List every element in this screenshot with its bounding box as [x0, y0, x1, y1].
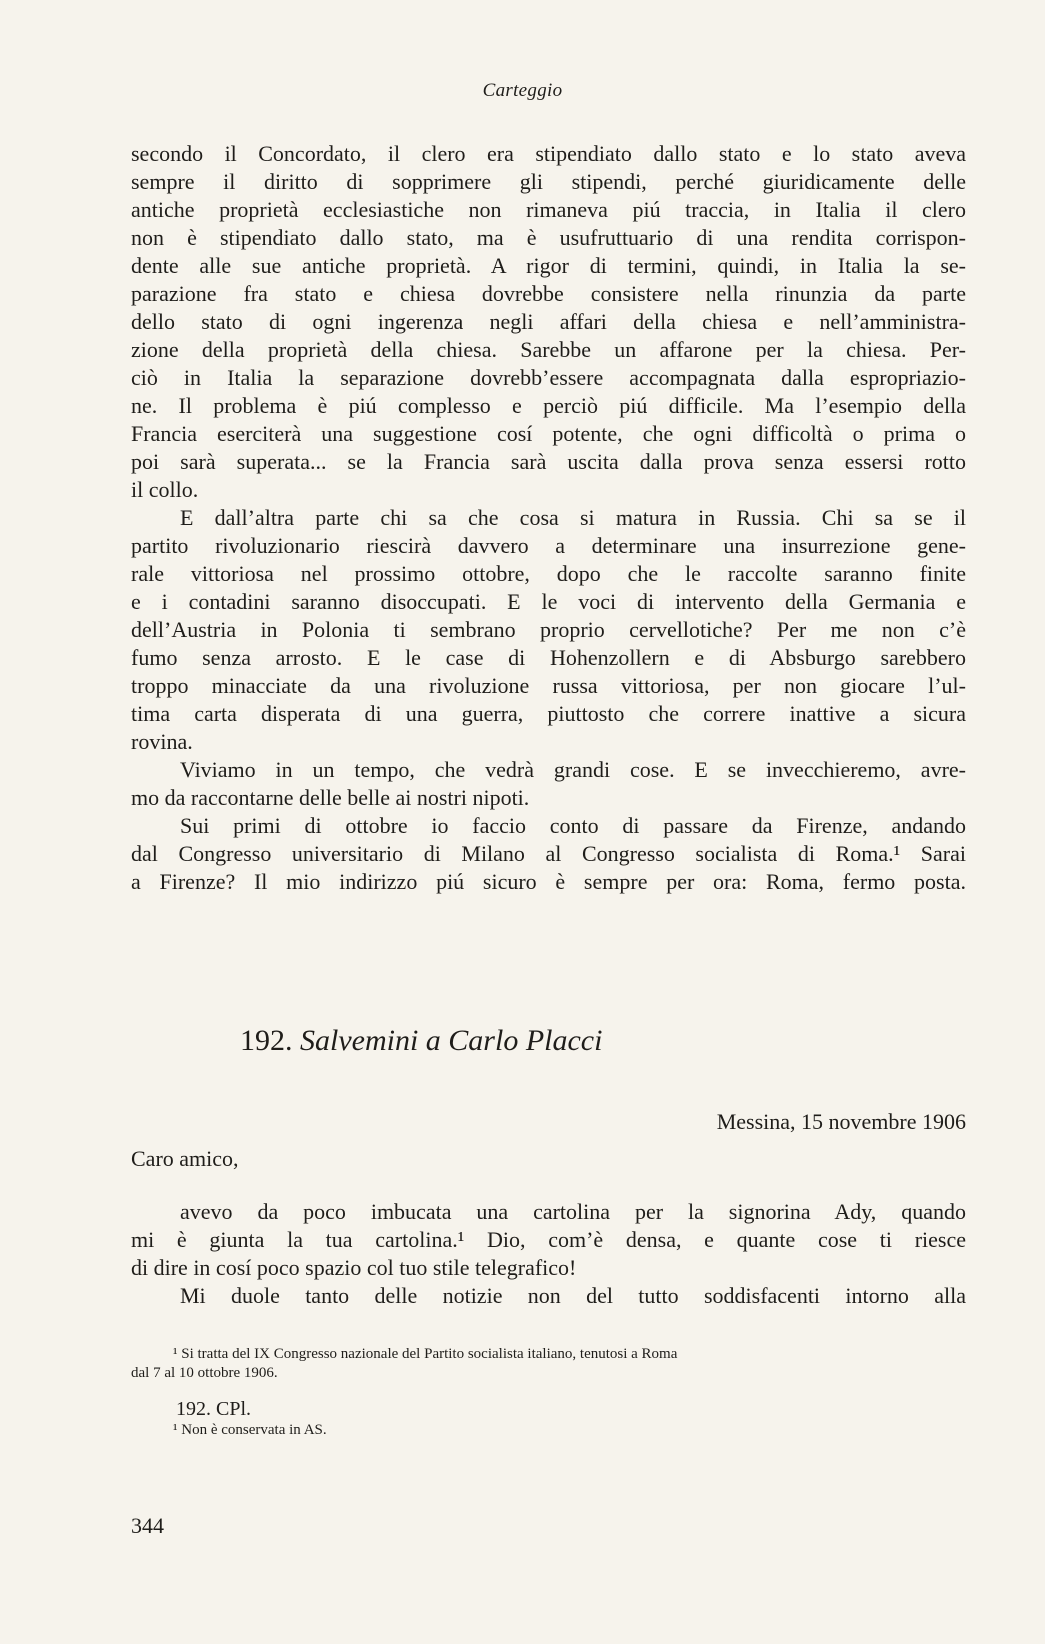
text-line: dal Congresso universitario di Milano al Congresso socialista di Roma.¹ Sarai: [131, 841, 966, 866]
paragraph: [131, 1198, 966, 1254]
text-line: Mi duole tanto delle notizie non del tutto soddisfacenti intorno alla: [180, 1283, 966, 1308]
text-line: tima carta disperata di una guerra, piuttosto che correre inattive a sicura: [131, 701, 966, 726]
text-line: mo da raccontarne delle belle ai nostri nipoti.: [131, 785, 530, 810]
text-line: poi sarà superata... se la Francia sarà uscita dalla prova senza essersi rotto: [131, 449, 966, 474]
text-line: fumo senza arrosto. E le case di Hohenzollern e di Absburgo sarebbero: [131, 645, 966, 670]
paragraph-end: [131, 728, 966, 756]
footnote-previous-letter: [131, 1345, 966, 1383]
text-line: zione della proprietà della chiesa. Sarebbe un affarone per la chiesa. Per-: [131, 337, 966, 362]
text-line: a Firenze? Il mio indirizzo piú sicuro è sempre per ora: Roma, fermo posta.: [131, 869, 966, 894]
text-line: parazione fra stato e chiesa dovrebbe consistere nella rinunzia da parte: [131, 281, 966, 306]
letter-source-reference: 192. CPl.: [176, 1398, 252, 1420]
text-line: non è stipendiato dallo stato, ma è usufruttuario di una rendita corrispon-: [131, 225, 966, 250]
text-line: dell’Austria in Polonia ti sembrano proprio cervellotiche? Per me non c’è: [131, 617, 966, 642]
text-line: Viviamo in un tempo, che vedrà grandi cose. E se invecchieremo, avre-: [180, 757, 966, 782]
paragraph: [131, 504, 966, 728]
text-line: troppo minacciate da una rivoluzione russa vittoriosa, per non giocare l’ul-: [131, 673, 966, 698]
text-line: Francia eserciterà una suggestione cosí potente, che ogni difficoltà o prima o: [131, 421, 966, 446]
letter-title: Salvemini a Carlo Placci: [300, 1024, 603, 1057]
letter-number: 192.: [240, 1024, 293, 1057]
paragraph-end: [131, 1254, 966, 1282]
text-line: E dall’altra parte chi sa che cosa si matura in Russia. Chi sa se il: [180, 505, 966, 530]
letter-body: [131, 1198, 966, 1310]
paragraph: [131, 1282, 966, 1310]
text-line: dello stato di ogni ingerenza negli affari della chiesa e nell’amministra-: [131, 309, 966, 334]
salutation: Caro amico,: [131, 1146, 239, 1171]
text-line: di dire in cosí poco spazio col tuo stile telegrafico!: [131, 1255, 577, 1280]
running-head: Carteggio: [482, 80, 563, 101]
text-line: mi è giunta la tua cartolina.¹ Dio, com’è densa, e quante cose ti riesce: [131, 1227, 966, 1252]
text-line: avevo da poco imbucata una cartolina per la signorina Ady, quando: [180, 1199, 966, 1224]
text-line: antiche proprietà ecclesiastiche non rimaneva piú traccia, in Italia il clero: [131, 197, 966, 222]
paragraph-end: [131, 476, 966, 504]
footnote-text: [131, 1345, 966, 1383]
paragraph: [131, 756, 966, 784]
text-line: ne. Il problema è piú complesso e perciò piú difficile. Ma l’esempio della: [131, 393, 966, 418]
text-line: il collo.: [131, 477, 199, 502]
text-line: rovina.: [131, 729, 193, 754]
text-line: secondo il Concordato, il clero era stipendiato dallo stato e lo stato aveva: [131, 141, 966, 166]
text-line: ciò in Italia la separazione dovrebb’essere accompagnata dalla espropriazio-: [131, 365, 966, 390]
continuation-text: [131, 140, 966, 896]
paragraph-end: [131, 784, 966, 812]
text-line: rale vittoriosa nel prossimo ottobre, dopo che le raccolte saranno finite: [131, 561, 966, 586]
footnote-current-letter: [131, 1421, 966, 1440]
text-line: Sui primi di ottobre io faccio conto di passare da Firenze, andando: [180, 813, 966, 838]
text-line: e i contadini saranno disoccupati. E le voci di intervento della Germania e: [131, 589, 966, 614]
dateline: Messina, 15 novembre 1906: [716, 1109, 966, 1134]
page-number: 344: [131, 1513, 164, 1538]
text-line: partito rivoluzionario riescirà davvero a determinare una insurrezione gene-: [131, 533, 966, 558]
text-line: sempre il diritto di sopprimere gli stipendi, perché giuridicamente delle: [131, 169, 966, 194]
paragraph: [131, 812, 966, 896]
paragraph: [131, 140, 966, 476]
letter-heading: [240, 1023, 602, 1059]
text-line: dente alle sue antiche proprietà. A rigor di termini, quindi, in Italia la se-: [131, 253, 966, 278]
text-line: ¹ Si tratta del IX Congresso nazionale del Partito socialista italiano, tenutosi a Roma: [173, 1346, 678, 1362]
text-line: dal 7 al 10 ottobre 1906.: [131, 1365, 278, 1381]
footnote-text: ¹ Non è conservata in AS.: [173, 1422, 327, 1438]
